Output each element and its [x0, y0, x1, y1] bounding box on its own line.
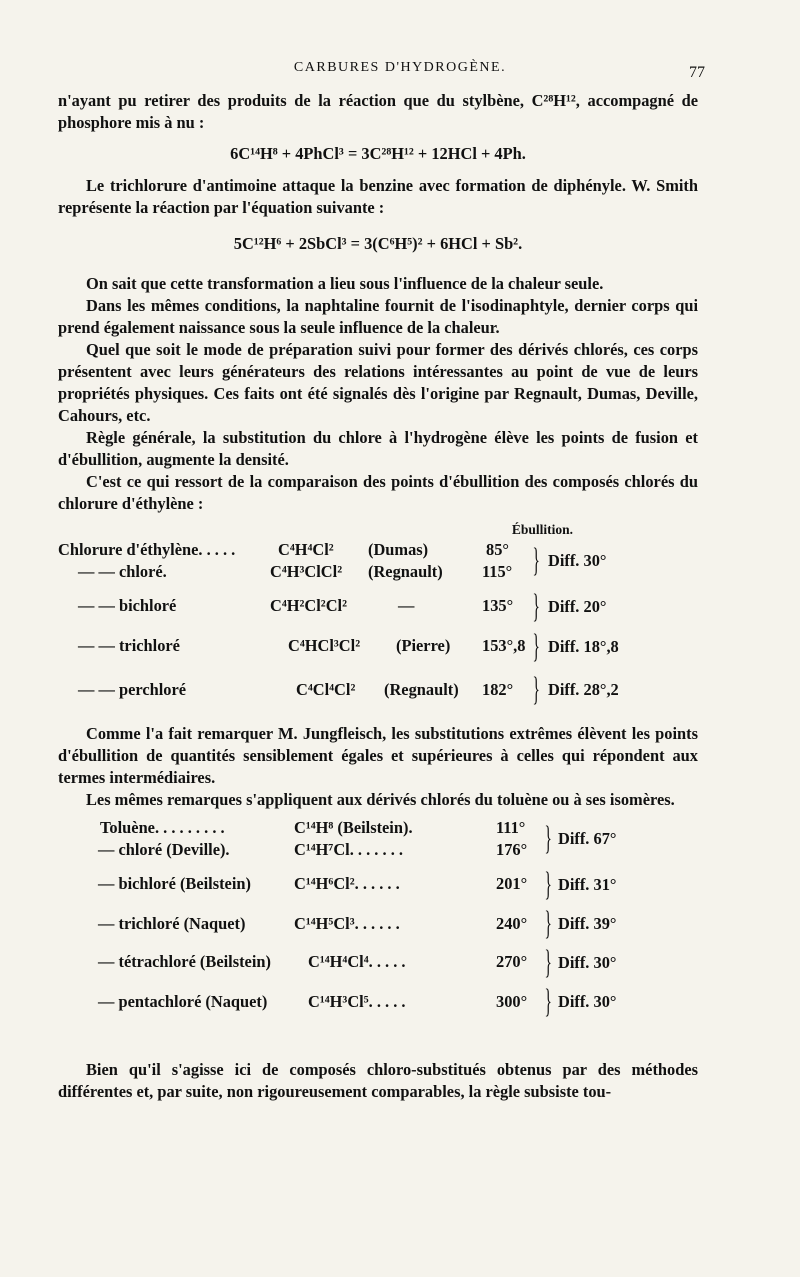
paragraph-1: n'ayant pu retirer des produits de la réaction que du stylbène, C²⁸H¹², accompagné de phosphore mis à nu : [58, 91, 698, 132]
paragraph-10: Bien qu'il s'agisse ici de composés chloro-substitués obtenus par des méthodes différentes et, par suite, non rigoureusement comparables, la règle subsiste tou- [58, 1060, 698, 1101]
brace-glyph: } [532, 671, 540, 708]
paragraph-3: On sait que cette transformation a lieu sous l'influence de la chaleur seule. [86, 274, 604, 293]
running-title: CARBURES D'HYDROGÈNE. [293, 60, 507, 75]
compound-author: (Regnault) [368, 562, 443, 581]
compound-name: — pentachloré (Naquet) [98, 992, 268, 1011]
brace-glyph: } [544, 944, 552, 981]
paragraph-6: Règle générale, la substitution du chlore à l'hydrogène élève les points de fusion et d'ébullition, augmente la densité. [58, 428, 698, 469]
compound-name: — tétrachloré (Beilstein) [98, 952, 271, 971]
paragraph-5: Quel que soit le mode de préparation suivi pour former des dérivés chlorés, ces corps présentent avec leurs générateurs des relations intéressantes au point de vue de leurs propriétés physiques. Ces faits ont été signalés dès l'origine par Regnault, Dumas, Deville, Cahours, etc. [58, 340, 698, 425]
compound-author: (Dumas) [368, 540, 429, 559]
boiling-point-header: Ébullition. [511, 522, 573, 537]
compound-formula: C¹⁴H⁴Cl⁴. . . . . [308, 952, 406, 971]
boiling-point: 270° [496, 952, 528, 971]
compound-name: — — chloré. [78, 562, 167, 581]
compound-name: — bichloré (Beilstein) [98, 874, 251, 893]
page-number: 77 [689, 64, 705, 81]
compound-name: — — perchloré [78, 680, 187, 699]
ethylene-table [58, 519, 698, 711]
brace-glyph: } [532, 588, 540, 625]
difference-value: Diff. 30° [558, 953, 617, 972]
compound-formula: C¹⁴H⁷Cl. . . . . . . [294, 840, 403, 859]
compound-formula: C⁴H³ClCl² [270, 562, 343, 581]
compound-name: — — trichloré [78, 636, 180, 655]
boiling-point: 115° [482, 562, 513, 581]
difference-value: Diff. 30° [548, 551, 607, 570]
compound-formula: C¹⁴H⁵Cl³. . . . . . [294, 914, 400, 933]
paragraph-9: Les mêmes remarques s'appliquent aux dérivés chlorés du toluène ou à ses isomères. [86, 790, 675, 809]
brace-glyph: } [544, 905, 552, 942]
compound-formula: C⁴HCl³Cl² [288, 636, 361, 655]
page-header [0, 58, 800, 88]
compound-name: — — bichloré [78, 596, 177, 615]
brace-glyph: } [532, 628, 540, 665]
difference-value: Diff. 67° [558, 829, 617, 848]
compound-author: (Pierre) [396, 636, 451, 655]
boiling-point: 182° [482, 680, 514, 699]
compound-formula: C⁴Cl⁴Cl² [296, 680, 356, 699]
compound-name: — trichloré (Naquet) [98, 914, 246, 933]
compound-formula: C¹⁴H³Cl⁵. . . . . [308, 992, 406, 1011]
compound-formula: C⁴H⁴Cl² [278, 540, 334, 559]
compound-formula: C¹⁴H⁶Cl². . . . . . [294, 874, 400, 893]
compound-name: Chlorure d'éthylène. . . . . [58, 540, 236, 559]
compound-name: Toluène. . . . . . . . . [100, 818, 225, 837]
brace-glyph: } [532, 542, 540, 579]
paragraph-2: Le trichlorure d'antimoine attaque la benzine avec formation de diphényle. W. Smith représente la réaction par l'équation suivante : [58, 176, 698, 217]
brace-glyph: } [544, 820, 552, 857]
equation-1: 6C¹⁴H⁸ + 4PhCl³ = 3C²⁸H¹² + 12HCl + 4Ph. [230, 144, 526, 163]
difference-value: Diff. 28°,2 [548, 680, 619, 699]
boiling-point: 135° [482, 596, 514, 615]
brace-glyph: } [544, 983, 552, 1020]
compound-author: — [398, 596, 415, 615]
difference-value: Diff. 31° [558, 875, 617, 894]
equation-2: 5C¹²H⁶ + 2SbCl³ = 3(C⁶H⁵)² + 6HCl + Sb². [233, 234, 523, 253]
paragraph-7: C'est ce qui ressort de la comparaison des points d'ébullition des composés chlorés du chlorure d'éthylène : [58, 472, 698, 513]
compound-formula: C⁴H²Cl²Cl² [270, 596, 348, 615]
boiling-point: 300° [496, 992, 528, 1011]
paragraph-8: Comme l'a fait remarquer M. Jungfleisch, les substitutions extrêmes élèvent les points d'ébullition de quantités sensiblement égales et supérieures à celles qui répondent aux termes intermédiaires. [58, 724, 698, 787]
toluene-table [58, 817, 698, 1049]
boiling-point: 176° [496, 840, 528, 859]
paragraph-4: Dans les mêmes conditions, la naphtaline fournit de l'isodinaphtyle, dernier corps qui prend également naissance sous la seule influence de la chaleur. [58, 296, 698, 337]
compound-author: (Regnault) [384, 680, 459, 699]
page-body [58, 90, 698, 1103]
boiling-point: 153°,8 [482, 636, 526, 655]
boiling-point: 201° [496, 874, 528, 893]
boiling-point: 85° [486, 540, 509, 559]
difference-value: Diff. 30° [558, 992, 617, 1011]
difference-value: Diff. 20° [548, 597, 607, 616]
boiling-point: 111° [496, 818, 526, 837]
boiling-point: 240° [496, 914, 528, 933]
difference-value: Diff. 18°,8 [548, 637, 619, 656]
compound-formula: C¹⁴H⁸ (Beilstein). [294, 818, 413, 837]
brace-glyph: } [544, 866, 552, 903]
compound-name: — chloré (Deville). [98, 840, 230, 859]
difference-value: Diff. 39° [558, 914, 617, 933]
